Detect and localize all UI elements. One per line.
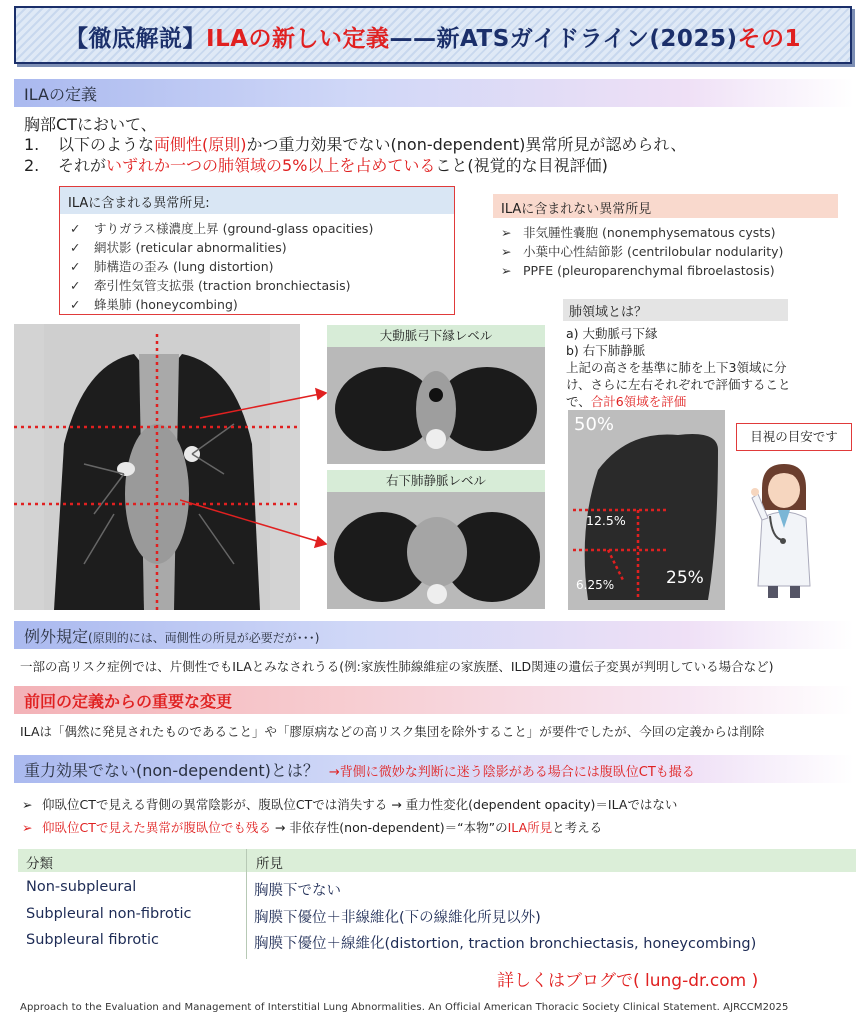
lung-region-desc-3: で、合計6領域を評価 [566,394,687,409]
table-cell-finding: 胸膜下でない [254,883,341,899]
list-item: ✓ すりガラス様濃度上昇 (ground-glass opacities) [70,221,374,236]
ct-label-pulmonary-vein: 右下肺静脈レベル [327,470,545,492]
list-item: ✓ 網状影 (reticular abnormalities) [70,240,287,255]
lung-region-desc-2: け、さらに左右それぞれで評価すること [566,377,791,392]
arrow-connectors [180,380,330,550]
list-item: ✓ 牽引性気管支拡張 (traction bronchiectasis) [70,278,351,293]
citation: Approach to the Evaluation and Management of Interstitial Lung Abnormalities. An Official American Thoracic Society Clinical Statement. AJRCCM2025 [20,1002,789,1013]
definition-intro: 胸部CTにおいて、 [24,115,157,134]
arrow-bullet-icon: ➢ [501,225,512,240]
ct-label-aortic-arch: 大動脈弓下縁レベル [327,325,545,347]
table-cell-finding: 胸膜下優位＋線維化(distortion, traction bronchiectasis, honeycombing) [254,936,757,952]
list-item: ➢ 小葉中心性結節影 (centrilobular nodularity) [501,244,784,259]
exception-note: (原則的には、両側性の所見が必要だが･･･) [88,631,320,645]
pct-50-label: 50% [574,414,615,435]
nondependent-note: →背側に微妙な判断に迷う陰影がある場合には腹臥位CTも撮る [328,765,695,780]
arrow-bullet-icon: ➢ [22,820,33,835]
nondependent-bullet-1: ➢ 仰臥位CTで見える背側の異常陰影が、腹臥位CTでは消失する → 重力性変化(dependent opacity)＝ILAではない [22,797,678,812]
definition-item-1: 1. 以下のような両側性(原則)かつ重力効果でない(non-dependent)異常所見が認められ、 [24,135,687,154]
included-findings-box [59,186,455,315]
table-header-category: 分類 [26,856,53,872]
excluded-list [501,223,783,280]
axial-ct-aortic-arch [327,347,545,464]
list-item: ➢ 非気腫性嚢胞 (nonemphysematous cysts) [501,225,776,240]
pct-12-5-label: 12.5% [586,513,626,528]
check-icon: ✓ [70,221,81,236]
check-icon: ✓ [70,297,81,312]
page-title: 【徹底解説】ILAの新しい定義——新ATSガイドライン(2025)その1 [65,26,801,52]
lung-region-heading: 肺領域とは？ [563,299,788,321]
check-icon: ✓ [70,278,81,293]
title-banner [14,6,852,64]
definition-section-bar [14,79,854,107]
nondependent-heading: 重力効果でない(non-dependent)とは？ [24,761,319,780]
changes-heading: 前回の定義からの重要な変更 [24,692,233,711]
axial-ct-pulmonary-vein [327,492,545,609]
table-cell-category: Non-subpleural [26,879,137,895]
definition-item-2: 2. それがいずれか一つの肺領域の5%以上を占めていること(視覚的な目視評価) [24,156,608,175]
included-list [70,219,373,314]
table-cell-category: Subpleural non-fibrotic [26,906,192,922]
table-header-finding: 所見 [256,856,283,872]
nondependent-bullet-2: ➢ 仰臥位CTで見えた異常が腹臥位でも残る → 非依存性(non-dependent)＝“本物”のILA所見と考える [22,820,603,835]
table-header [18,849,856,872]
exception-body: 一部の高リスク症例では、片側性でもILAとみなされうる(例:家族性肺線維症の家族歴、ILD関連の遺伝子変異が判明している場合など) [20,659,774,674]
check-icon: ✓ [70,240,81,255]
arrow-bullet-icon: ➢ [501,263,512,278]
exception-section-bar [14,621,854,649]
check-icon: ✓ [70,259,81,274]
visual-guide-callout: 目視の目安です [736,423,852,451]
pct-6-25-label: 6.25% [576,578,615,592]
changes-section-bar [14,686,854,714]
list-item: ✓ 肺構造の歪み (lung distortion) [70,259,274,274]
exception-heading: 例外規定 [24,627,89,646]
blog-link-text[interactable]: 詳しくはブログで( lung-dr.com ) [497,971,759,991]
doctor-illustration [748,458,820,600]
table-cell-category: Subpleural fibrotic [26,932,159,948]
pct-25-label: 25% [666,568,704,588]
definition-heading: ILAの定義 [24,85,97,104]
nondependent-section-bar [14,755,854,783]
table-cell-finding: 胸膜下優位＋非線維化(下の線維化所見以外) [254,910,541,926]
included-heading: ILAに含まれる異常所見: [60,187,454,214]
lung-percentage-diagram [568,410,725,610]
lung-region-line-a: a) 大動脈弓下縁 [566,326,658,341]
arrow-bullet-icon: ➢ [22,797,33,812]
lung-region-desc-1: 上記の高さを基準に肺を上下3領域に分 [566,360,787,375]
excluded-heading: ILAに含まれない異常所見 [493,194,838,218]
list-item: ➢ PPFE (pleuroparenchymal fibroelastosis) [501,263,775,278]
table-divider [246,849,247,959]
list-item: ✓ 蜂巣肺 (honeycombing) [70,297,238,312]
excluded-findings-box [493,194,843,284]
lung-region-line-b: b) 右下肺静脈 [566,343,646,358]
arrow-bullet-icon: ➢ [501,244,512,259]
changes-body: ILAは「偶然に発見されたものであること」や「膠原病などの高リスク集団を除外すること」が要件でしたが、今回の定義からは削除 [20,724,765,739]
